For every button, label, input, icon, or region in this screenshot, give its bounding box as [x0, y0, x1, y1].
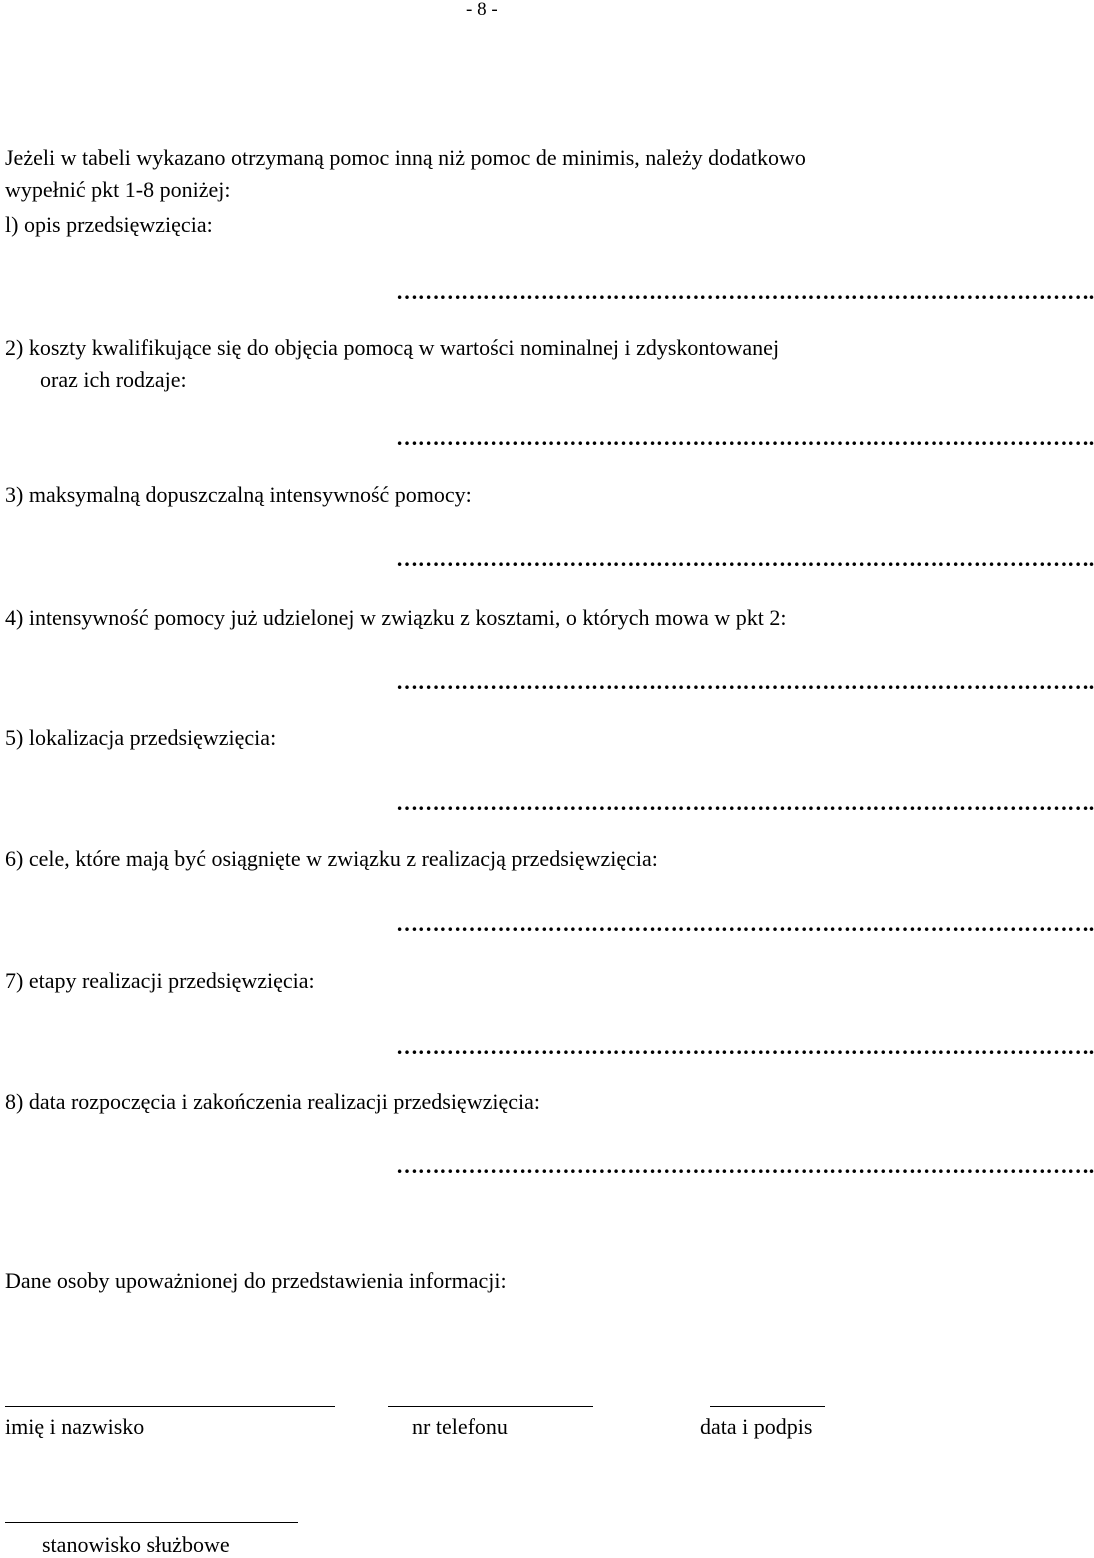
item-2-answer-line[interactable]: ……………………………………………………………………………………. [396, 425, 1094, 450]
item-8-label: 8) data rozpoczęcia i zakończenia realizacji przedsięwzięcia: [5, 1089, 540, 1114]
phone-signature-line[interactable] [388, 1406, 593, 1407]
item-8-answer-line[interactable]: ……………………………………………………………………………………. [396, 1153, 1094, 1178]
item-1-label: l) opis przedsięwzięcia: [5, 212, 213, 237]
page-number: - 8 - [466, 0, 498, 20]
item-2-label: 2) koszty kwalifikujące się do objęcia pomocą w wartości nominalnej i zdyskontowanej [5, 335, 780, 360]
intro-line-1: Jeżeli w tabeli wykazano otrzymaną pomoc inną niż pomoc de minimis, należy dodatkowo [5, 145, 806, 170]
position-signature-line[interactable] [5, 1522, 298, 1523]
position-label: stanowisko służbowe [42, 1532, 230, 1557]
item-4-label: 4) intensywność pomocy już udzielonej w związku z kosztami, o których mowa w pkt 2: [5, 605, 787, 630]
name-label: imię i nazwisko [5, 1414, 145, 1439]
item-3-label: 3) maksymalną dopuszczalną intensywność pomocy: [5, 482, 472, 507]
item-7-answer-line[interactable]: ……………………………………………………………………………………. [396, 1034, 1094, 1059]
item-6-label: 6) cele, które mają być osiągnięte w związku z realizacją przedsięwzięcia: [5, 846, 658, 871]
contact-heading: Dane osoby upoważnionej do przedstawienia informacji: [5, 1268, 507, 1293]
item-5-label: 5) lokalizacja przedsięwzięcia: [5, 725, 277, 750]
date-label: data i podpis [700, 1414, 813, 1439]
intro-line-2: wypełnić pkt 1-8 poniżej: [5, 177, 231, 202]
date-signature-line[interactable] [710, 1406, 825, 1407]
item-5-answer-line[interactable]: ……………………………………………………………………………………. [396, 790, 1094, 815]
item-3-answer-line[interactable]: ……………………………………………………………………………………. [396, 546, 1094, 571]
item-7-label: 7) etapy realizacji przedsięwzięcia: [5, 968, 315, 993]
item-4-answer-line[interactable]: ……………………………………………………………………………………. [396, 669, 1094, 694]
name-signature-line[interactable] [5, 1406, 335, 1407]
item-6-answer-line[interactable]: ……………………………………………………………………………………. [396, 911, 1094, 936]
item-1-answer-line[interactable]: ……………………………………………………………………………………. [396, 279, 1094, 304]
item-2-label-cont: oraz ich rodzaje: [40, 367, 187, 392]
phone-label: nr telefonu [412, 1414, 508, 1439]
